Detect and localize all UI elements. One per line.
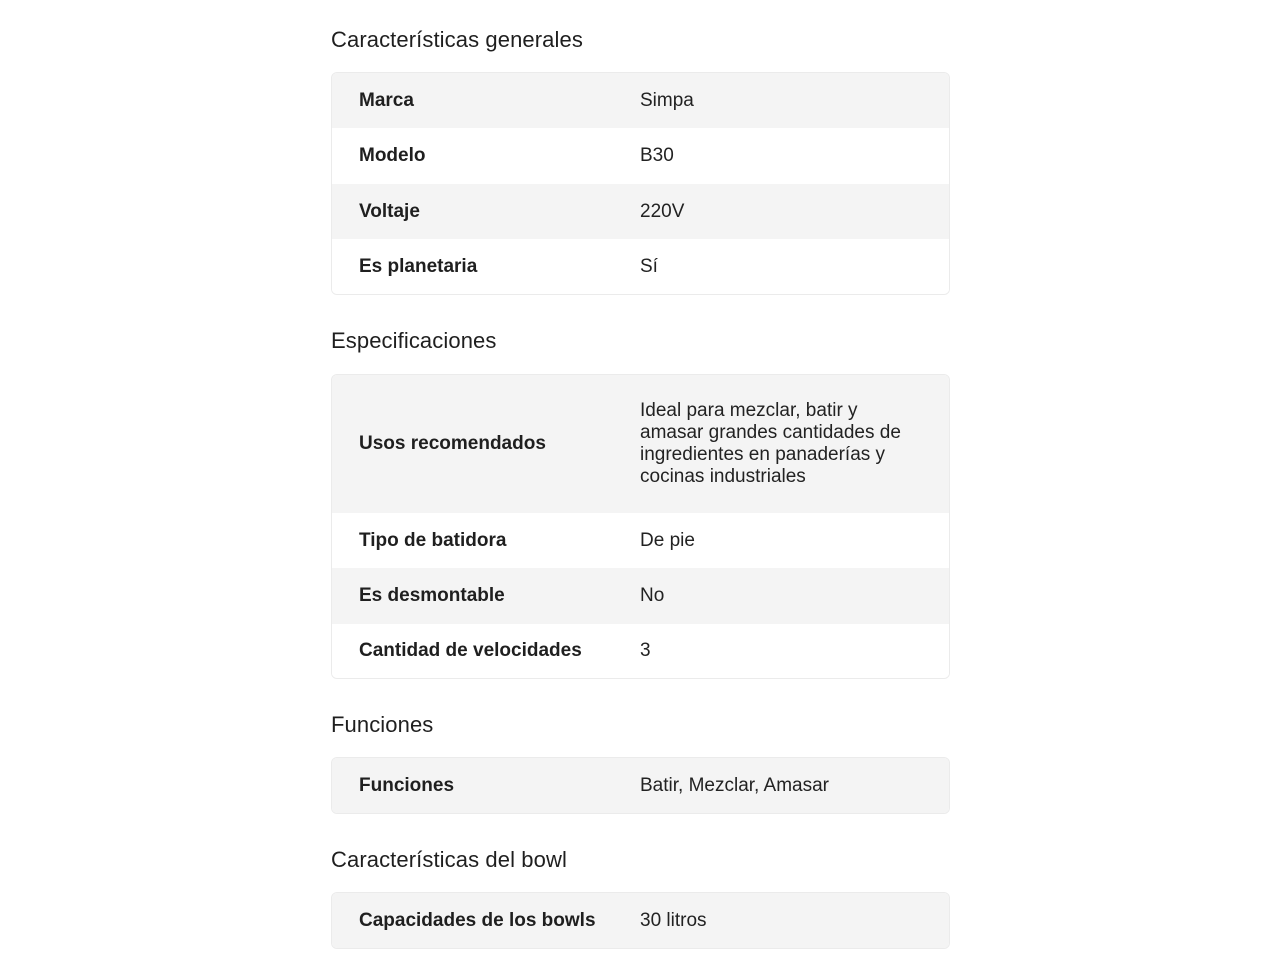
table-row <box>332 375 949 513</box>
spec-label: Es desmontable <box>359 585 505 606</box>
table-row <box>332 239 949 294</box>
spec-label: Voltaje <box>359 200 420 222</box>
table-row <box>332 73 949 128</box>
spec-value: B30 <box>640 145 674 166</box>
spec-value: De pie <box>640 529 695 551</box>
spec-label: Marca <box>359 89 414 111</box>
spec-value: 3 <box>640 640 651 661</box>
section-title-bowl: Características del bowl <box>331 847 567 872</box>
spec-value: Simpa <box>640 89 694 111</box>
spec-value: 30 litros <box>640 909 707 931</box>
spec-table-bowl <box>331 892 950 949</box>
table-row <box>332 513 949 568</box>
spec-label: Tipo de batidora <box>359 529 507 551</box>
spec-label: Cantidad de velocidades <box>359 640 582 661</box>
spec-value: Sí <box>640 255 658 277</box>
spec-value: Ideal para mezclar, batir y amasar grandes cantidades de ingredientes en panaderías y cocinas industriales <box>640 400 901 487</box>
table-row <box>332 184 949 239</box>
section-title-general: Características generales <box>331 27 583 52</box>
spec-value: Batir, Mezclar, Amasar <box>640 774 830 796</box>
spec-table-general <box>331 72 950 295</box>
spec-label: Es planetaria <box>359 255 478 277</box>
spec-label: Funciones <box>359 774 455 796</box>
section-title-specs: Especificaciones <box>331 328 497 353</box>
spec-table-functions <box>331 757 950 814</box>
table-row <box>332 128 949 184</box>
table-row <box>332 568 949 624</box>
section-title-functions: Funciones <box>331 712 434 737</box>
spec-value: No <box>640 585 665 606</box>
table-row <box>332 624 949 678</box>
spec-label: Usos recomendados <box>359 433 546 454</box>
table-row <box>332 758 949 813</box>
spec-value: 220V <box>640 200 685 222</box>
table-row <box>332 893 949 948</box>
spec-label: Modelo <box>359 145 426 166</box>
spec-table-specs <box>331 374 950 679</box>
spec-label: Capacidades de los bowls <box>359 909 596 931</box>
